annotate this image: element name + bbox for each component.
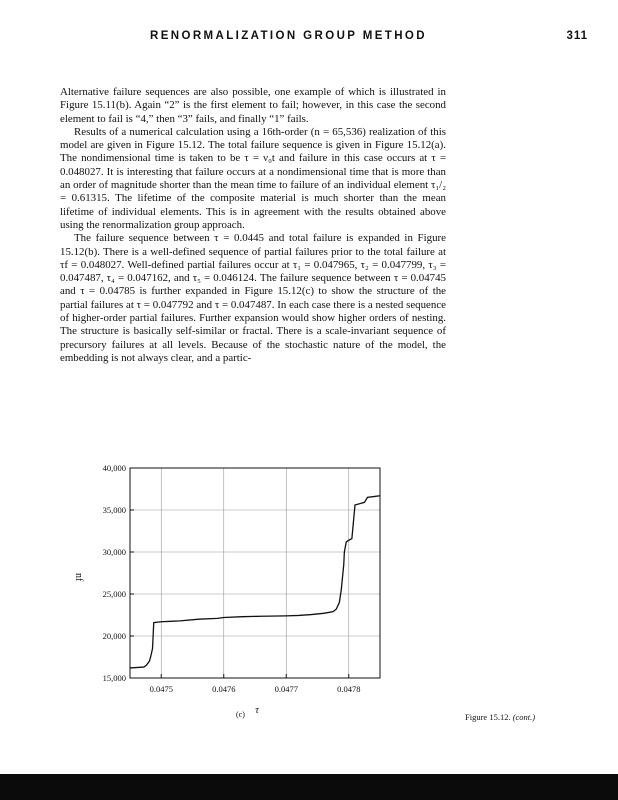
x-tick-label: 0.0477: [274, 684, 298, 694]
panel-label: (c): [236, 710, 245, 719]
figure-caption-number: Figure 15.12.: [465, 712, 511, 722]
y-tick-label: 30,000: [102, 547, 126, 557]
y-tick-label: 35,000: [102, 505, 126, 515]
x-tick-label: 0.0476: [212, 684, 236, 694]
chart-svg: [70, 458, 390, 728]
figure-caption-cont: (cont.): [512, 712, 536, 722]
running-header: [150, 30, 588, 46]
x-tick-label: 0.0475: [149, 684, 173, 694]
y-tick-label: 40,000: [102, 463, 126, 473]
x-tick-label: 0.0478: [337, 684, 361, 694]
series-line-nf: [130, 496, 380, 668]
y-tick-label: 15,000: [102, 673, 126, 683]
scan-bottom-bar: [0, 774, 618, 800]
y-tick-label: 20,000: [102, 631, 126, 641]
x-axis-label: τ: [255, 705, 259, 716]
paragraph-1: Alternative failure sequences are also possible, one example of which is illustrated in Figure 15.11(b). Again “2” is the first element to fail; however, in this case the second element to fail is “4,” then “3” fails, and finally “1” fails.: [60, 86, 446, 125]
body-text: [60, 86, 446, 365]
paragraph-2: Results of a numerical calculation using a 16th-order (n = 65,536) realization of this model are given in Figure 15.12. The total failure sequence is given in Figure 15.12(a). The nondimensional time is taken to be τ = ν₀t and failure in this case occurs at τ = 0.048027. It is interesting that failure occurs at a nondimensional time that is more than an order of magnitude shorter than the mean time to failure of an individual element τ₁/₂ = 0.61315. The lifetime of the composite material is much shorter than the mean lifetime of individual elements. This is in agreement with the results obtained above using the renormalization group approach.: [60, 125, 446, 231]
figure-caption: [465, 712, 535, 722]
y-tick-label: 25,000: [102, 589, 126, 599]
running-title: RENORMALIZATION GROUP METHOD: [150, 30, 427, 42]
paragraph-3: The failure sequence between τ = 0.0445 and total failure is expanded in Figure 15.12(b). There is a well-defined sequence of partial failures prior to the total failure at τf = 0.048027. Well-defined partial failures occur at τ₁ = 0.047965, τ₂ = 0.047799, τ₃ = 0.047487, τ₄ = 0.047162, and τ₅ = 0.046124. The failure sequence between τ = 0.04745 and τ = 0.04785 is further expanded in Figure 15.12(c) to show the structure of the partial failures at τ = 0.047792 and τ = 0.047487. In each case there is a nested sequence of higher-order partial failures. Further expansion would show higher orders of nesting. The structure is basically self-similar or fractal. There is a scale-invariant sequence of precursory failures at all levels. Because of the stochastic nature of the model, the embedding is not always clear, and a partic-: [60, 232, 446, 364]
page-number: 311: [566, 30, 588, 42]
y-axis-label: nf: [73, 573, 84, 582]
figure-15-12c-chart: [70, 458, 390, 728]
